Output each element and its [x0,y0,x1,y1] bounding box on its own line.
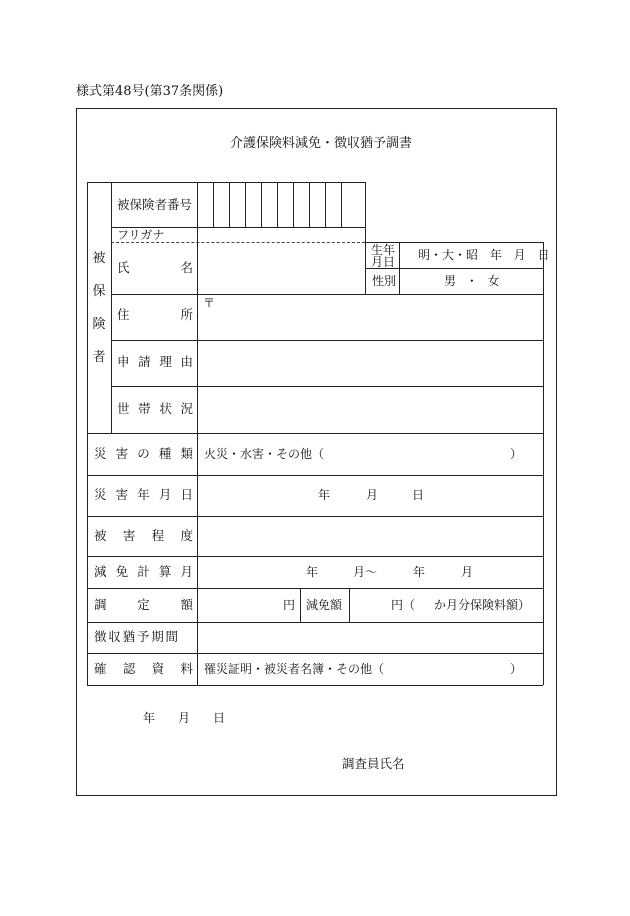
disaster-type-label: 災 害 の 種 類 [94,446,193,461]
disaster-date-day: 日 [412,488,425,502]
calc-from-month: 月〜 [353,565,378,579]
furigana-label: フリガナ [117,228,165,242]
reduction-note: か月分保険料額） [434,598,531,612]
reduction-amount-label: 減免額 [306,598,343,612]
disaster-date-label: 災 害 年 月 日 [94,487,193,502]
calc-to-month: 月 [461,565,474,579]
birthdate-value: 明・大・昭 年 月 日 [418,248,550,262]
disaster-type-value: 火災・水害・その他（ [204,447,325,461]
footer-day: 日 [213,711,226,725]
confirmation-docs-value: 罹災証明・被災者名簿・その他（ [204,662,385,676]
form-title: 介護保険料減免・徴収猶予調書 [230,136,413,151]
disaster-date-year: 年 [318,488,331,502]
confirmation-docs-close: ） [510,662,523,676]
insured-number-label: 被保険者番号 [117,197,193,212]
deferral-period-label: 徴収猶予期間 [94,629,180,644]
footer-year: 年 [143,711,156,725]
calc-to-year: 年 [413,565,426,579]
reduction-yen: 円（ [391,598,416,612]
damage-extent-label: 被 害 程 度 [94,528,193,543]
disaster-date-month: 月 [366,488,379,502]
gender-value: 男 ・ 女 [444,274,500,288]
household-status-label: 世 帯 状 況 [117,401,193,416]
birthdate-label: 生年 月日 [371,243,396,269]
assessed-amount-label: 調 定 額 [94,597,193,612]
gender-label: 性別 [372,274,397,288]
footer-month: 月 [178,711,191,725]
assessed-yen: 円 [283,598,296,612]
insured-group-label: 被 保 険 者 [92,251,106,365]
confirmation-docs-label: 確 認 資 料 [94,661,193,676]
address-label: 住 所 [117,307,193,322]
application-reason-label: 申 請 理 由 [117,354,193,369]
form-number: 様式第48号(第37条関係) [76,84,224,99]
postal-mark: 〒 [203,296,216,310]
calc-from-year: 年 [306,565,319,579]
calc-month-label: 減 免 計 算 月 [94,564,193,579]
investigator-name-label: 調査員氏名 [342,756,405,771]
disaster-type-close: ） [510,447,523,461]
name-label: 氏 名 [117,260,193,275]
